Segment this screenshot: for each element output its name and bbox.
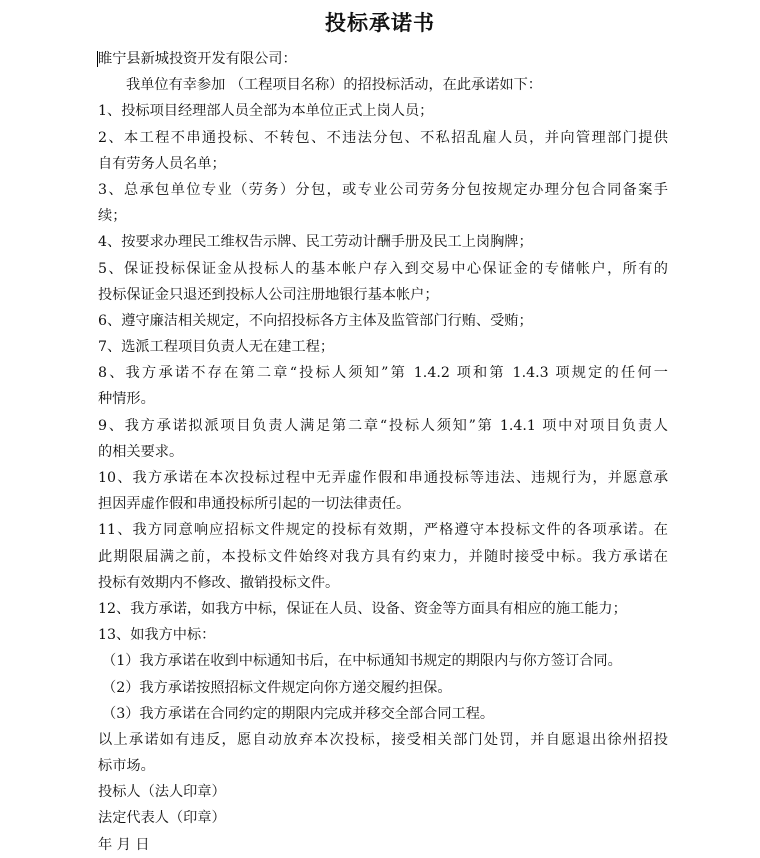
date-line: 年 月 日 <box>98 836 150 853</box>
pledge-item-12: 12、我方承诺，如我方中标，保证在人员、设备、资金等方面具有相应的施工能力； <box>98 600 627 617</box>
document-body <box>98 46 668 858</box>
pledge-item-7: 7、选派工程项目负责人无在建工程； <box>98 339 335 356</box>
pledge-item-3: 3、总承包单位专业（劳务）分包，或专业公司劳务分包按规定办理分包合同备案手 <box>98 181 668 198</box>
bidder-signature-line: 投标人（法人印章） <box>98 784 226 801</box>
pledge-item-5-cont: 投标保证金只退还到投标人公司注册地银行基本帐户； <box>98 286 439 303</box>
pledge-item-2-cont: 自有劳务人员名单； <box>98 155 226 172</box>
pledge-item-8: 8、我方承诺不存在第二章“投标人须知”第 1.4.2 项和第 1.4.3 项规定的任何一 <box>98 365 668 382</box>
legal-rep-signature-line: 法定代表人（印章） <box>98 810 226 827</box>
pledge-item-8-cont: 种情形。 <box>98 391 155 408</box>
pledge-item-10-cont: 担因弄虚作假和串通投标所引起的一切法律责任。 <box>98 496 411 513</box>
pledge-item-4: 4、按要求办理民工维权告示牌、民工劳动计酬手册及民工上岗胸牌； <box>98 234 533 251</box>
sub-item-1: （1）我方承诺在收到中标通知书后，在中标通知书规定的期限内与你方签订合同。 <box>102 653 622 670</box>
pledge-item-2: 2、本工程不串通投标、不转包、不违法分包、不私招乱雇人员，并向管理部门提供 <box>98 129 668 146</box>
pledge-item-11-cont: 此期限届满之前，本投标文件始终对我方具有约束力，并随时接受中标。我方承诺在 <box>98 548 668 565</box>
pledge-item-5: 5、保证投标保证金从投标人的基本帐户存入到交易中心保证金的专储帐户，所有的 <box>98 260 668 277</box>
intro-line: 我单位有幸参加 （工程项目名称）的招投标活动，在此承诺如下： <box>126 77 542 94</box>
sub-item-2: （2）我方承诺按照招标文件规定向你方递交履约担保。 <box>102 679 452 696</box>
pledge-item-11-cont2: 投标有效期内不修改、撤销投标文件。 <box>98 574 340 591</box>
pledge-item-9-cont: 的相关要求。 <box>98 443 184 460</box>
pledge-item-3-cont: 续； <box>98 208 127 225</box>
pledge-item-6: 6、遵守廉洁相关规定，不向招投标各方主体及监管部门行贿、受贿； <box>98 312 533 329</box>
pledge-item-10: 10、我方承诺在本次投标过程中无弄虚作假和串通投标等违法、违规行为，并愿意承 <box>98 470 668 486</box>
pledge-item-1: 1、投标项目经理部人员全部为本单位正式上岗人员； <box>98 103 434 120</box>
pledge-item-9: 9、我方承诺拟派项目负责人满足第二章“投标人须知”第 1.4.1 项中对项目负责人 <box>98 417 668 434</box>
closing-statement: 以上承诺如有违反，愿自动放弃本次投标，接受相关部门处罚，并自愿退出徐州招投 <box>98 731 668 748</box>
addressee-line: 睢宁县新城投资开发有限公司： <box>98 51 297 67</box>
sub-item-3: （3）我方承诺在合同约定的期限内完成并移交全部合同工程。 <box>102 705 495 722</box>
page-title: 投标承诺书 <box>325 10 435 35</box>
closing-statement-cont: 标市场。 <box>98 758 155 775</box>
pledge-item-11: 11、我方同意响应招标文件规定的投标有效期，严格遵守本投标文件的各项承诺。在 <box>98 522 668 539</box>
pledge-item-13: 13、如我方中标： <box>98 627 216 644</box>
